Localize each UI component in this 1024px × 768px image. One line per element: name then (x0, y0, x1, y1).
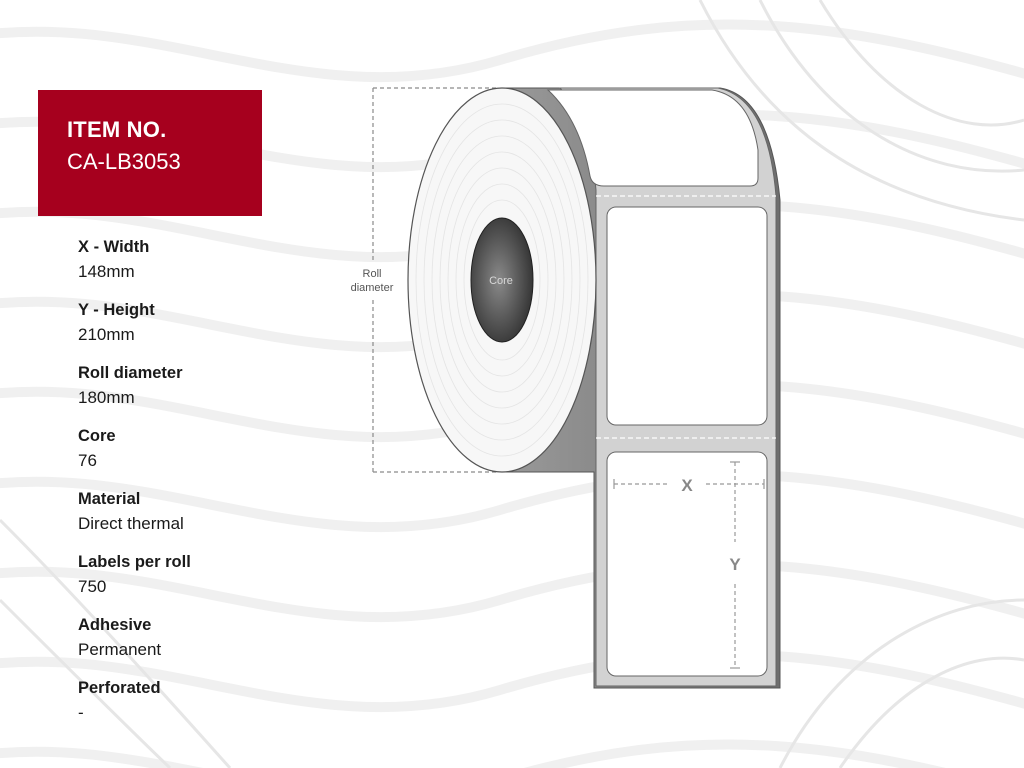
spec-label: Core (78, 427, 116, 445)
label-middle (607, 207, 767, 425)
spec-roll-diameter (76, 362, 316, 425)
core-label: Core (489, 275, 513, 287)
spec-label: Roll diameter (78, 364, 183, 382)
spec-y-height (76, 299, 316, 362)
spec-label: X - Width (78, 238, 150, 256)
item-number-box (38, 90, 262, 216)
y-dimension-label: Y (729, 555, 741, 574)
roll-diameter-label-line2: diameter (350, 282, 394, 294)
spec-core (76, 425, 316, 488)
spec-label: Material (78, 490, 141, 508)
spec-perforated (76, 677, 316, 740)
spec-value: 148mm (78, 262, 135, 281)
spec-value: Permanent (78, 640, 162, 659)
spec-x-width (76, 236, 316, 299)
spec-label: Perforated (78, 679, 161, 697)
spec-label: Adhesive (78, 616, 152, 634)
spec-list (76, 236, 316, 740)
x-dimension-label: X (681, 476, 693, 495)
spec-value: 76 (78, 451, 97, 470)
label-roll-diagram (340, 70, 800, 710)
spec-label: Y - Height (78, 301, 155, 319)
spec-material (76, 488, 316, 551)
spec-value: 210mm (78, 325, 135, 344)
spec-adhesive (76, 614, 316, 677)
spec-value: Direct thermal (78, 514, 184, 533)
roll-diameter-label-line1: Roll (362, 268, 382, 280)
spec-value: 180mm (78, 388, 135, 407)
item-title: ITEM NO. (67, 117, 167, 142)
item-code: CA-LB3053 (67, 149, 181, 174)
spec-value: 750 (78, 577, 107, 596)
spec-label: Labels per roll (78, 553, 191, 571)
spec-labels-per-roll (76, 551, 316, 614)
spec-value: - (78, 703, 84, 722)
